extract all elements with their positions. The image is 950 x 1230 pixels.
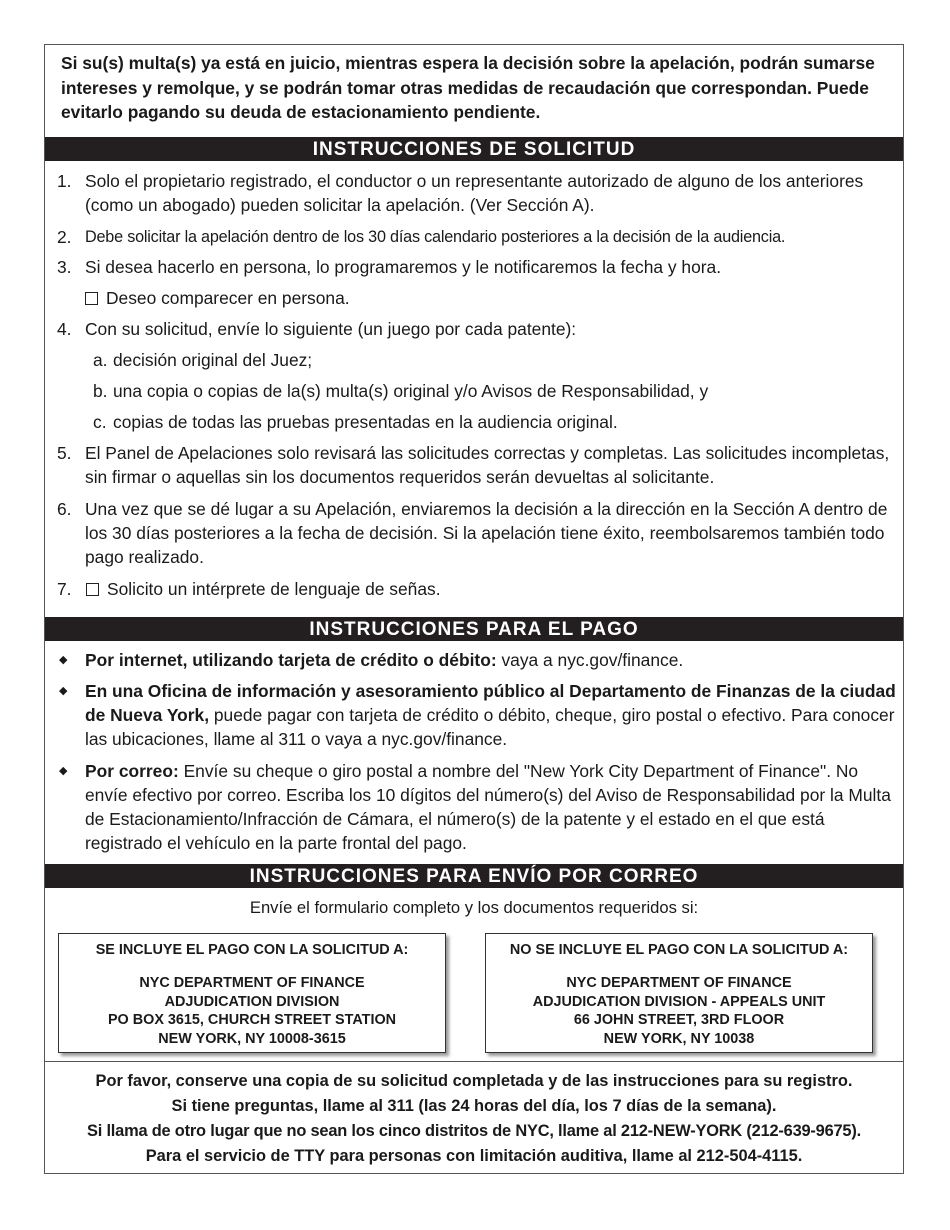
item-number: 1. [57, 171, 72, 191]
box-header: NO SE INCLUYE EL PAGO CON LA SOLICITUD A: [509, 942, 849, 958]
item-text: Una vez que se dé lugar a su Apelación, enviaremos la decisión a la dirección en la Sección A dentro de los 30 días posteriores a la fecha de decisión. Si la apelación tiene éxito, reembolsaremos también todo pago realizado. [85, 499, 888, 567]
option-text: Envíe su cheque o giro postal a nombre del "New York City Department of Finance". No envíe efectivo por correo. Escriba los 10 dígitos del número(s) del Aviso de Responsabilidad por la Multa de Estacionamiento/Infracción de Cámara, el número(s) de la patente y el estado en el que está registrado el vehículo en la parte frontal del pago. [85, 761, 891, 853]
footer-line: Para el servicio de TTY para personas con limitación auditiva, llame al 212-504-4115. [145, 1147, 803, 1165]
checkbox-label: Solicito un intérprete de lenguaje de señas. [107, 579, 441, 599]
mailing-address [59, 974, 445, 1048]
sub-text: copias de todas las pruebas presentadas en la audiencia original. [113, 412, 618, 432]
address-box-with-payment [58, 933, 446, 1053]
footer-line: Si tiene preguntas, llame al 311 (las 24 horas del día, los 7 días de la semana). [171, 1097, 777, 1115]
warning-notice: Si su(s) multa(s) ya está en juicio, mientras espera la decisión sobre la apelación, podrán sumarse intereses y remolque, y se podrán tomar otras medidas de recaudación que correspondan. Puede evitarlo pagando su deuda de estacionamiento pendiente. [61, 53, 875, 122]
item-number: 3. [57, 257, 72, 277]
mailing-address [486, 974, 872, 1048]
address-line: 66 JOHN STREET, 3RD FLOOR [573, 1012, 785, 1028]
checkbox-label: Deseo comparecer en persona. [106, 288, 350, 308]
address-line: ADJUDICATION DIVISION - APPEALS UNIT [532, 993, 826, 1010]
address-line: NEW YORK, NY 10008-3615 [158, 1030, 346, 1047]
diamond-bullet-icon: ◆ [59, 765, 68, 777]
diamond-bullet-icon: ◆ [59, 685, 68, 697]
item-number: 2. [57, 227, 72, 247]
mailing-intro: Envíe el formulario completo y los documentos requeridos si: [249, 898, 699, 917]
address-box-without-payment [485, 933, 873, 1053]
diamond-bullet-icon: ◆ [59, 654, 68, 666]
section-header-solicitud: INSTRUCCIONES DE SOLICITUD [45, 137, 903, 161]
address-line: NEW YORK, NY 10038 [603, 1030, 755, 1047]
item-text: Con su solicitud, envíe lo siguiente (un juego por cada patente): [85, 319, 577, 339]
appear-in-person-checkbox[interactable] [85, 292, 98, 305]
option-title: En una Oficina de información y asesoramiento público al Departamento de Finanzas de la ciudad de Nueva York, [85, 681, 896, 725]
item-number: 5. [57, 443, 72, 463]
sign-language-checkbox[interactable] [86, 583, 99, 596]
address-line: ADJUDICATION DIVISION [164, 993, 340, 1010]
item-text: Solo el propietario registrado, el conductor o un representante autorizado de alguno de los anteriores (como un abogado) pueden solicitar la apelación. (Ver Sección A). [85, 171, 864, 215]
item-number: 7. [57, 579, 72, 599]
sub-letter: b. [93, 381, 108, 401]
option-text: vaya a nyc.gov/finance. [496, 650, 684, 670]
item-text: El Panel de Apelaciones solo revisará las solicitudes correctas y completas. Las solicitudes incompletas, sin firmar o aquellas sin los documentos requeridos serán devueltas al solicitante. [85, 443, 890, 487]
item-number: 6. [57, 499, 72, 519]
instructions-page [44, 44, 904, 1174]
footer-line: Por favor, conserve una copia de su solicitud completada y de las instrucciones para su registro. [95, 1072, 853, 1090]
box-header: SE INCLUYE EL PAGO CON LA SOLICITUD A: [95, 942, 409, 958]
item-text: Si desea hacerlo en persona, lo programaremos y le notificaremos la fecha y hora. [85, 257, 722, 277]
option-title: Por internet, utilizando tarjeta de crédito o débito: [85, 650, 497, 670]
sub-letter: a. [93, 350, 108, 370]
address-line: NYC DEPARTMENT OF FINANCE [139, 975, 365, 991]
address-line: NYC DEPARTMENT OF FINANCE [566, 975, 792, 991]
option-text: puede pagar con tarjeta de crédito o débito, cheque, giro postal o efectivo. Para conocer las ubicaciones, llame al 311 o vaya a nyc.gov/finance. [85, 705, 895, 749]
divider [45, 1061, 903, 1062]
footer-notes [45, 1069, 903, 1169]
footer-line: Si llama de otro lugar que no sean los cinco distritos de NYC, llame al 212-NEW-YORK (212-639-9675). [87, 1122, 861, 1140]
section-header-correo: INSTRUCCIONES PARA ENVÍO POR CORREO [45, 864, 903, 888]
option-title: Por correo: [85, 761, 179, 781]
item-text: Debe solicitar la apelación dentro de los 30 días calendario posteriores a la decisión de la audiencia. [85, 228, 786, 246]
sub-text: decisión original del Juez; [113, 350, 313, 370]
section-header-pago: INSTRUCCIONES PARA EL PAGO [45, 617, 903, 641]
sub-letter: c. [93, 412, 107, 432]
address-line: PO BOX 3615, CHURCH STREET STATION [107, 1012, 397, 1028]
sub-text: una copia o copias de la(s) multa(s) original y/o Avisos de Responsabilidad, y [113, 381, 709, 401]
item-number: 4. [57, 319, 72, 339]
